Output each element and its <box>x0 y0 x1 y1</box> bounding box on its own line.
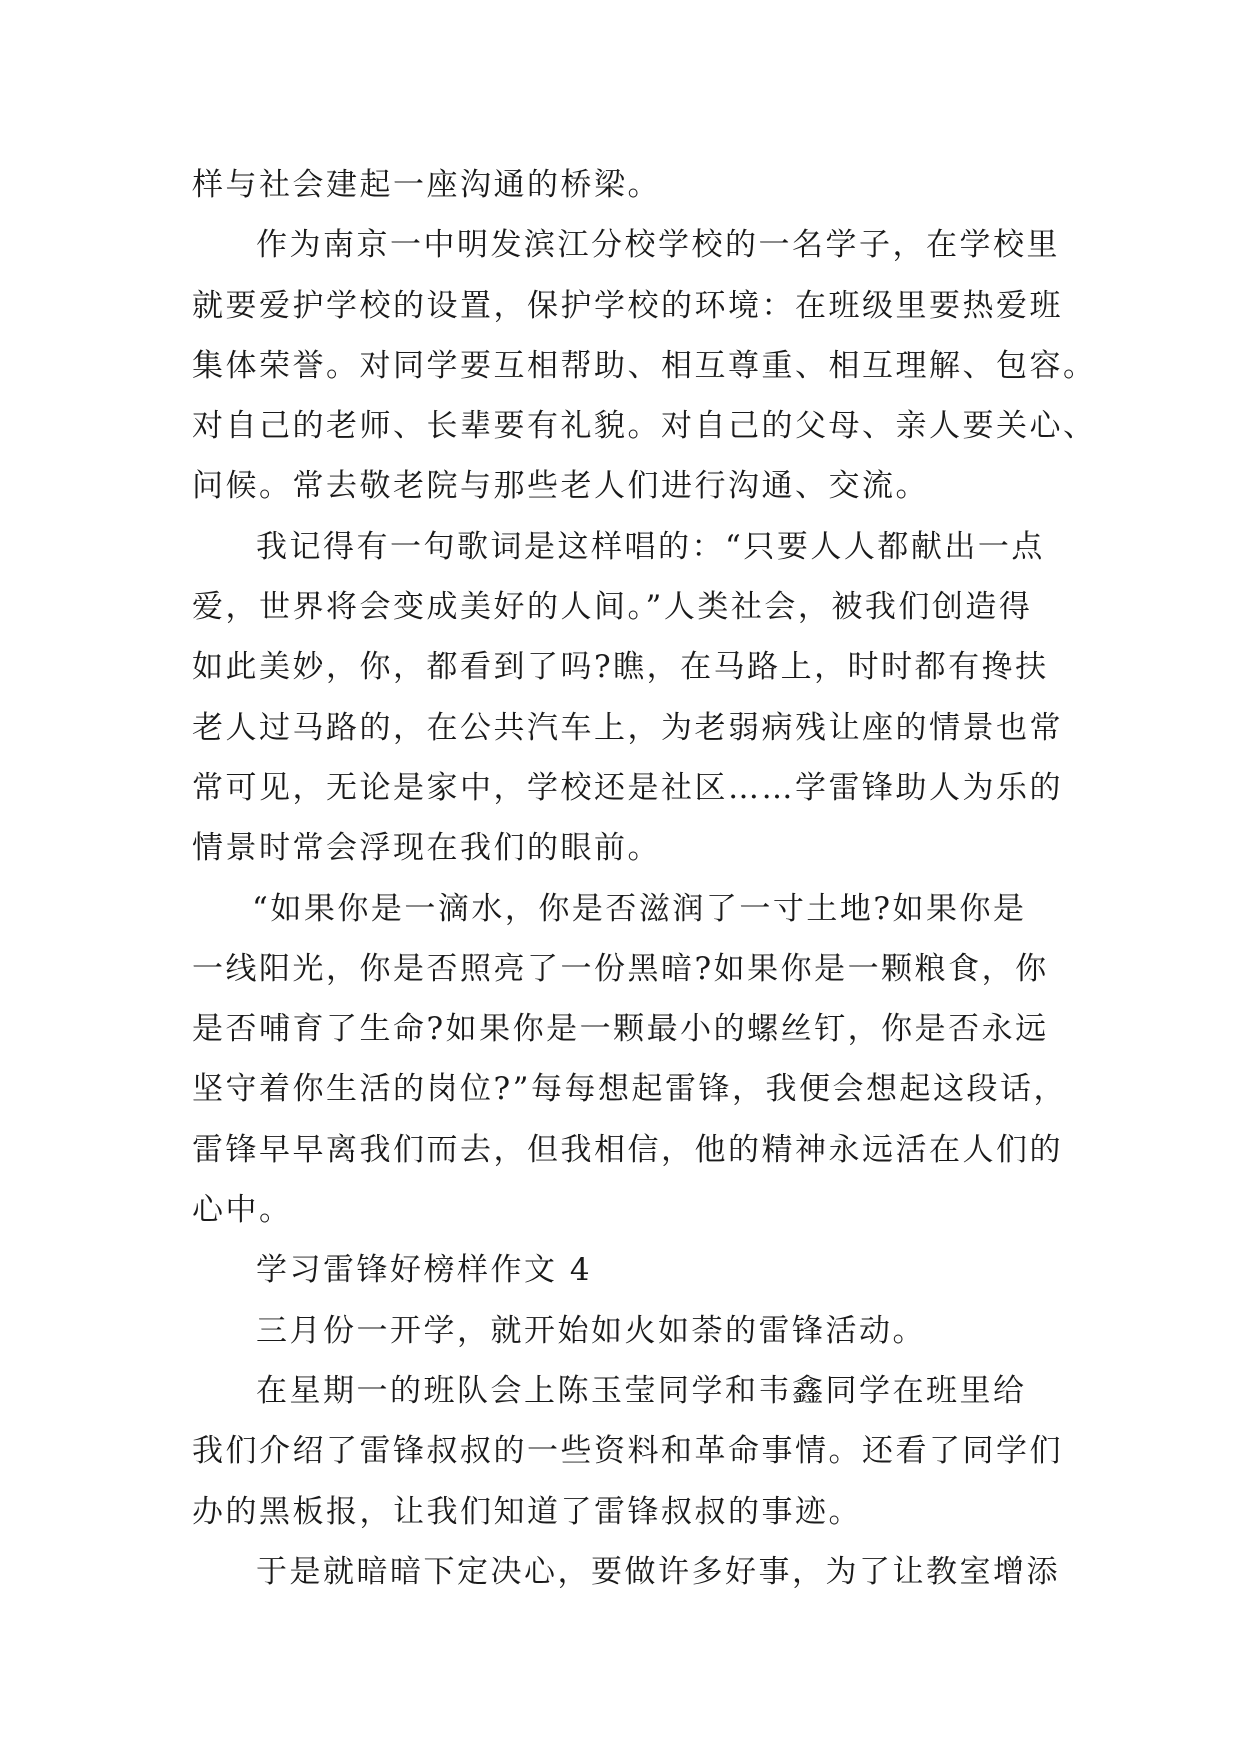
text-line: 心中。 <box>192 1192 293 1229</box>
text-line: 办的黑板报，让我们知道了雷锋叔叔的事迹。 <box>192 1493 862 1530</box>
text-line: 爱，世界将会变成美好的人间。”人类社会，被我们创造得 <box>192 589 1033 626</box>
text-line: 一线阳光，你是否照亮了一份黑暗?如果你是一颗粮食，你 <box>192 950 1049 987</box>
document-body <box>192 155 1097 1602</box>
section-heading: 学习雷锋好榜样作文 4 <box>256 1252 593 1289</box>
text-line: 雷锋早早离我们而去，但我相信，他的精神永远活在人们的 <box>192 1131 1063 1168</box>
text-line: 我记得有一句歌词是这样唱的：“只要人人都献出一点 <box>256 528 1045 565</box>
text-line: 老人过马路的，在公共汽车上，为老弱病残让座的情景也常 <box>192 709 1063 746</box>
text-line: 我们介绍了雷锋叔叔的一些资料和革命事情。还看了同学们 <box>192 1433 1063 1470</box>
text-line: 坚守着你生活的岗位?”每每想起雷锋，我便会想起这段话， <box>192 1071 1067 1108</box>
text-line: 三月份一开学，就开始如火如荼的雷锋活动。 <box>256 1312 926 1349</box>
text-line: 就要爱护学校的设置，保护学校的环境：在班级里要热爱班 <box>192 287 1063 324</box>
text-line: 是否哺育了生命?如果你是一颗最小的螺丝钉，你是否永远 <box>192 1011 1049 1048</box>
text-line: 问候。常去敬老院与那些老人们进行沟通、交流。 <box>192 468 929 505</box>
text-line: 常可见，无论是家中，学校还是社区……学雷锋助人为乐的 <box>192 769 1063 806</box>
text-line: 作为南京一中明发滨江分校学校的一名学子，在学校里 <box>256 227 1060 264</box>
text-line: 在星期一的班队会上陈玉莹同学和韦鑫同学在班里给 <box>256 1372 1027 1409</box>
text-line: 于是就暗暗下定决心，要做许多好事，为了让教室增添 <box>256 1553 1060 1590</box>
text-line: 集体荣誉。对同学要互相帮助、相互尊重、相互理解、包容。 <box>192 347 1097 384</box>
text-line: 情景时常会浮现在我们的眼前。 <box>192 830 661 867</box>
text-line: 样与社会建起一座沟通的桥梁。 <box>192 167 661 203</box>
text-line: “如果你是一滴水，你是否滋润了一寸土地?如果你是 <box>252 890 1027 927</box>
text-line: 如此美妙，你，都看到了吗?瞧，在马路上，时时都有搀扶 <box>192 649 1049 686</box>
text-line: 对自己的老师、长辈要有礼貌。对自己的父母、亲人要关心、 <box>192 408 1097 445</box>
